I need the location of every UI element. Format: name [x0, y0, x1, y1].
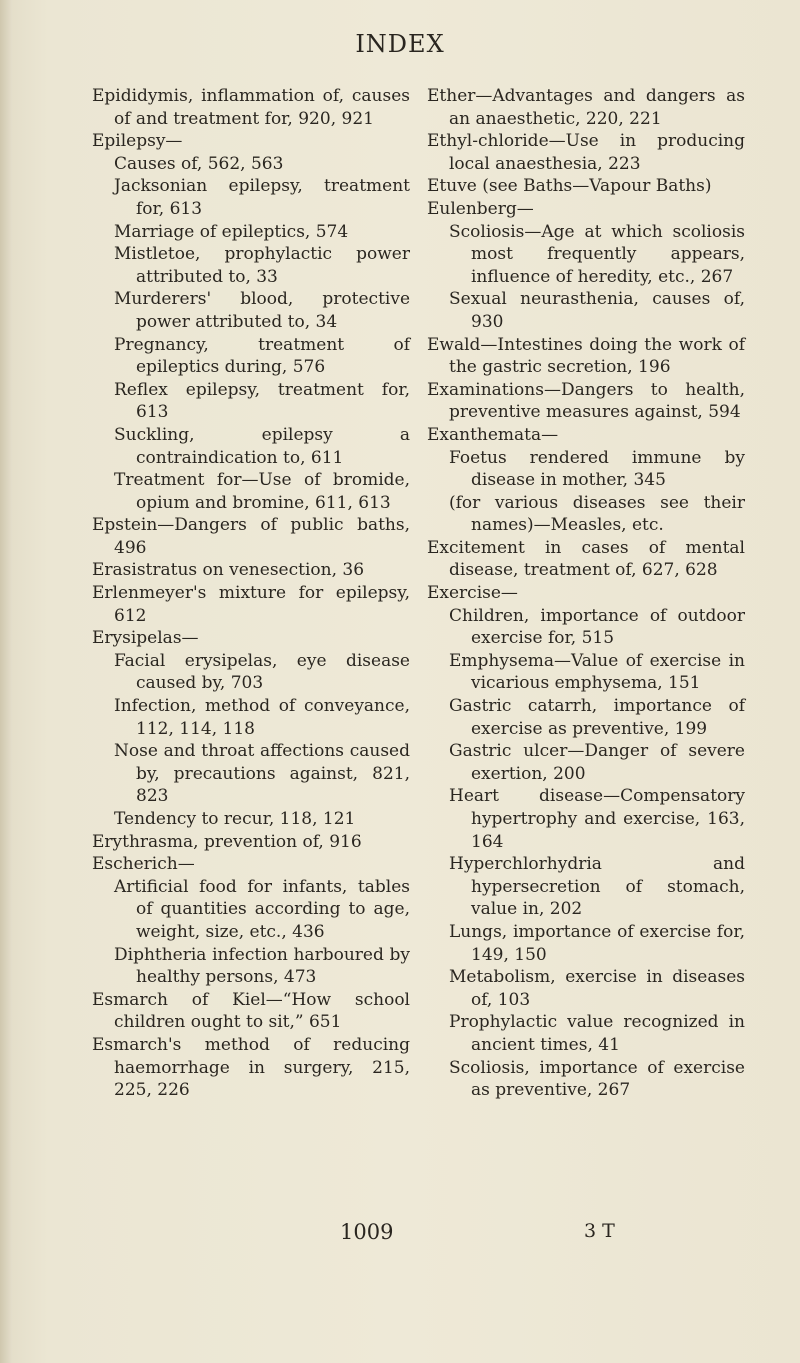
- index-subentry: Facial erysipelas, eye disease caused by, 703: [114, 650, 410, 694]
- index-subentry: Nose and throat affections caused by, precautions against, 821, 823: [114, 741, 410, 807]
- index-subentry: Sexual neurasthenia, causes of, 930: [449, 289, 745, 332]
- index-subentry: Metabolism, exercise in diseases of, 103: [449, 967, 745, 1010]
- page-heading: INDEX: [355, 30, 445, 58]
- index-subentry: Lungs, importance of exercise for, 149, 150: [449, 921, 745, 965]
- index-entry: Erlenmeyer's mixture for epilepsy, 612: [92, 583, 410, 626]
- index-column-right: [427, 85, 745, 1102]
- index-subentry: Infection, method of conveyance, 112, 114, 118: [114, 696, 410, 739]
- index-subentry: (for various diseases see their names)—Measles, etc.: [449, 492, 745, 536]
- index-entry: Ethyl-chloride—Use in producing local anaesthesia, 223: [427, 131, 745, 174]
- index-subentry: Scoliosis—Age at which scoliosis most frequently appears, influence of heredity, etc., 267: [449, 221, 745, 287]
- signature-mark: 3 T: [584, 1220, 615, 1242]
- index-column-left: [92, 85, 410, 1102]
- page-gutter: [0, 0, 12, 1363]
- index-entry: Esmarch's method of reducing haemorrhage in surgery, 215, 225, 226: [92, 1034, 410, 1101]
- index-entry: Erasistratus on venesection, 36: [92, 560, 365, 581]
- index-entry: Exanthemata—: [427, 424, 559, 445]
- index-subentry: Treatment for—Use of bromide, opium and bromine, 611, 613: [114, 470, 410, 513]
- index-subentry: Mistletoe, prophylactic power attributed to, 33: [114, 244, 410, 287]
- index-entry: Etuve (see Baths—Vapour Baths): [427, 176, 712, 197]
- index-entry: Excitement in cases of mental disease, treatment of, 627, 628: [427, 537, 745, 581]
- index-subentry: Hyperchlorhydria and hypersecretion of stomach, value in, 202: [449, 854, 745, 920]
- index-subentry: Foetus rendered immune by disease in mother, 345: [449, 447, 745, 491]
- index-entry: Examinations—Dangers to health, preventive measures against, 594: [427, 379, 745, 423]
- index-subentry: Gastric ulcer—Danger of severe exertion, 200: [449, 741, 745, 784]
- index-subentry: Gastric catarrh, importance of exercise as preventive, 199: [449, 696, 745, 739]
- index-subentry: Children, importance of outdoor exercise for, 515: [449, 605, 745, 649]
- index-entry: Eulenberg—: [427, 198, 534, 219]
- index-entry: Escherich—: [92, 854, 195, 875]
- index-subentry: Emphysema—Value of exercise in vicarious emphysema, 151: [449, 650, 745, 694]
- index-subentry: Prophylactic value recognized in ancient times, 41: [449, 1012, 745, 1055]
- index-subentry: Pregnancy, treatment of epileptics during, 576: [114, 334, 410, 378]
- index-subentry: Heart disease—Compensatory hypertrophy and exercise, 163, 164: [449, 786, 745, 852]
- index-subentry: Marriage of epileptics, 574: [114, 221, 349, 242]
- index-subentry: Murderers' blood, protective power attributed to, 34: [114, 289, 410, 332]
- index-entry: Erythrasma, prevention of, 916: [92, 831, 362, 852]
- page-number: 1009: [340, 1220, 394, 1244]
- index-subentry: Causes of, 562, 563: [114, 153, 284, 174]
- index-entry: Erysipelas—: [92, 628, 199, 649]
- index-subentry: Scoliosis, importance of exercise as preventive, 267: [449, 1057, 745, 1101]
- index-entry: Epstein—Dangers of public baths, 496: [92, 515, 410, 558]
- index-entry: Epilepsy—: [92, 131, 183, 152]
- index-entry: Esmarch of Kiel—“How school children ought to sit,” 651: [92, 989, 410, 1033]
- index-subentry: Reflex epilepsy, treatment for, 613: [114, 379, 410, 423]
- index-entry: Ether—Advantages and dangers as an anaesthetic, 220, 221: [427, 86, 745, 129]
- index-subentry: Jacksonian epilepsy, treatment for, 613: [114, 176, 410, 219]
- index-entry: Epididymis, inflammation of, causes of and treatment for, 920, 921: [92, 86, 410, 129]
- index-subentry: Artificial food for infants, tables of quantities according to age, weight, size, etc., 436: [114, 876, 410, 942]
- index-subentry: Suckling, epilepsy a contraindication to, 611: [114, 424, 410, 468]
- index-entry: Ewald—Intestines doing the work of the gastric secretion, 196: [427, 334, 745, 378]
- index-entry: Exercise—: [427, 583, 518, 604]
- index-subentry: Diphtheria infection harboured by healthy persons, 473: [114, 944, 410, 988]
- index-subentry: Tendency to recur, 118, 121: [114, 809, 356, 829]
